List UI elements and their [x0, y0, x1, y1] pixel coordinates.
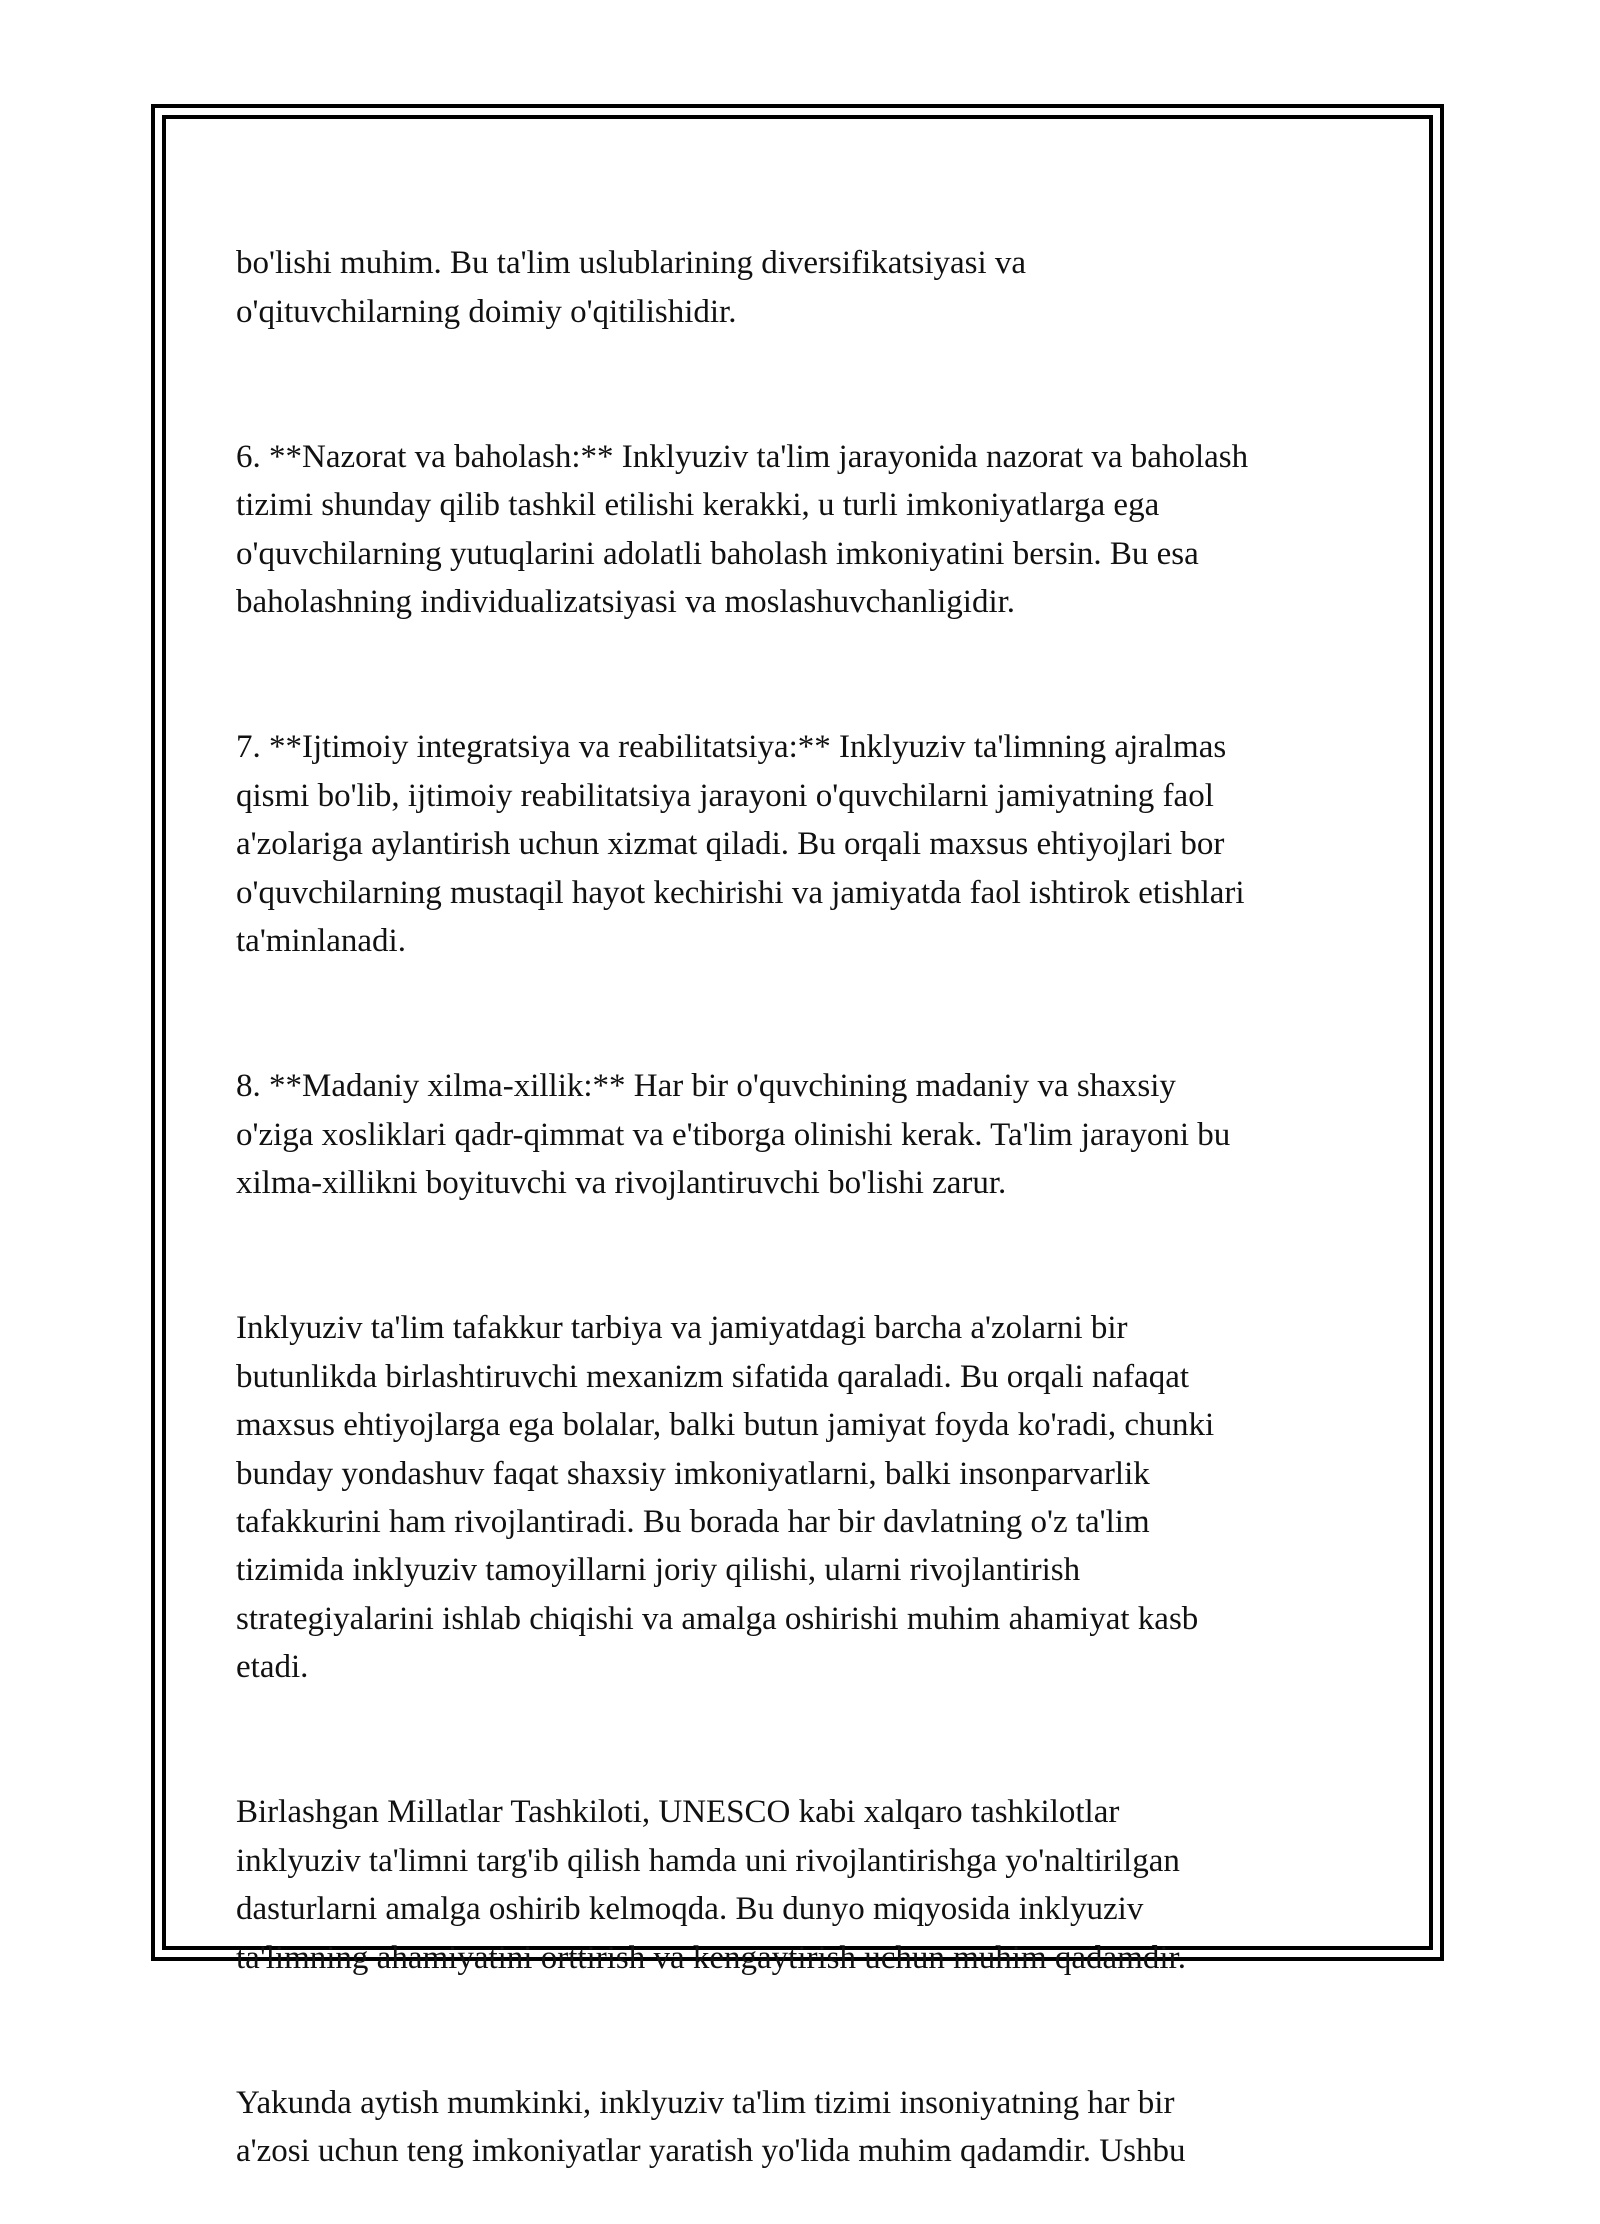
paragraph-item-6-assessment: 6. **Nazorat va baholash:** Inklyuziv ta'lim jarayonida nazorat va baholash tizimi shunday qilib tashkil etilishi kerakki, u turli imkoniyatlarga ega o'quvchilarning yutuqlarini adolatli baholash imkoniyatini bersin. Bu esa baholashning individualizatsiyasi va moslashuvchanligidir.: [236, 439, 1249, 621]
page-body-text: [236, 191, 1396, 2224]
paragraph-continuation: bo'lishi muhim. Bu ta'lim uslublarining diversifikatsiyasi va o'qituvchilarning doimiy o'qitilishidir.: [236, 245, 1027, 330]
page-border-outer: [151, 104, 1444, 2170]
page-border-inner: [162, 115, 1433, 2170]
paragraph-item-8-diversity: 8. **Madaniy xilma-xillik:** Har bir o'quvchining madaniy va shaxsiy o'ziga xosliklari qadr-qimmat va e'tiborga olinishi kerak. Ta'lim jarayoni bu xilma-xillikni boyituvchi va rivojlantiruvchi bo'lishi zarur.: [236, 1068, 1231, 1202]
paragraph-conclusion: Yakunda aytish mumkinki, inklyuziv ta'lim tizimi insoniyatning har bir a'zosi uchun teng imkoniyatlar yaratish yo'lida muhim qadamdir. Ushbu: [236, 2084, 1186, 2170]
paragraph-inclusive-education: Inklyuziv ta'lim tafakkur tarbiya va jamiyatdagi barcha a'zolarni bir butunlikda birlashtiruvchi mexanizm sifatida qaraladi. Bu orqali nafaqat maxsus ehtiyojlarga ega bolalar, balki butun jamiyat foyda ko'radi, chunki bunday yondashuv faqat shaxsiy imkoniyatlarni, balki insonparvarlik tafakkurini ham rivojlantiradi. Bu borada har bir davlatning o'z ta'lim tizimida inklyuziv tamoyillarni joriy qilishi, ularni rivojlantirish strategiyalarini ishlab chiqishi va amalga oshirishi muhim ahamiyat kasb etadi.: [236, 1310, 1215, 1686]
paragraph-item-7-integration: 7. **Ijtimoiy integratsiya va reabilitatsiya:** Inklyuziv ta'limning ajralmas qismi bo'lib, ijtimoiy reabilitatsiya jarayoni o'quvchilarni jamiyatning faol a'zolariga aylantirish uchun xizmat qiladi. Bu orqali maxsus ehtiyojlari bor o'quvchilarning mustaqil hayot kechirishi va jamiyatda faol ishtirok etishlari ta'minlanadi.: [236, 729, 1245, 960]
paragraph-international-organizations: Birlashgan Millatlar Tashkiloti, UNESCO kabi xalqaro tashkilotlar inklyuziv ta'limni targ'ib qilish hamda uni rivojlantirishga yo'naltirilgan dasturlarni amalga oshirib kelmoqda. Bu dunyo miqyosida inklyuziv ta'limning ahamiyatini orttirish va kengaytirish uchun muhim qadamdir.: [236, 1794, 1186, 1976]
